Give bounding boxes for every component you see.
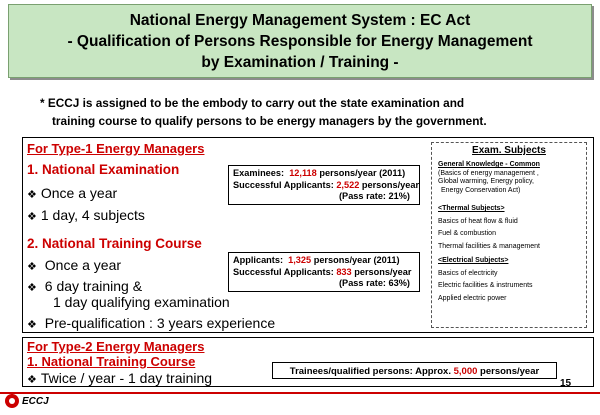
course-bullet-2-cont: 1 day qualifying examination <box>53 294 230 310</box>
diamond-bullet-icon: ❖ <box>27 211 37 223</box>
logo-text: ECCJ <box>22 396 49 407</box>
diamond-bullet-icon: ❖ <box>27 319 37 331</box>
trainees-box: Trainees/qualified persons: Approx. 5,000 persons/year <box>272 362 557 379</box>
general-detail-3: Energy Conservation Act) <box>441 186 521 194</box>
footer-rule <box>0 392 600 394</box>
type2-course-title: 1. National Training Course <box>27 354 196 369</box>
course-bullet-1: ❖ Once a year <box>27 257 122 273</box>
slide-title-box <box>8 4 592 78</box>
page-number: 15 <box>560 378 572 389</box>
electrical-heading: <Electrical Subjects> <box>438 257 509 264</box>
type1-heading: For Type-1 Energy Managers <box>27 141 205 156</box>
title-line-2: - Qualification of Persons Responsible for Energy Management <box>67 32 533 50</box>
general-knowledge-heading: General Knowledge - Common <box>438 161 540 168</box>
note-line-1: * ECCJ is assigned to be the embody to carry out the state examination and <box>40 96 465 110</box>
exam-bullet-1: ❖ Once a year <box>27 185 118 201</box>
diamond-bullet-icon: ❖ <box>27 189 37 201</box>
exam-bullet-2: ❖ 1 day, 4 subjects <box>27 207 145 223</box>
diamond-bullet-icon: ❖ <box>27 282 37 294</box>
type2-heading: For Type-2 Energy Managers <box>27 339 205 354</box>
electrical-item-3: Applied electric power <box>438 294 507 302</box>
title-line-3: by Examination / Training - <box>201 53 399 71</box>
eccj-logo-icon <box>4 391 20 414</box>
note-line-2: training course to qualify persons to be energy managers by the government. <box>52 114 487 128</box>
electrical-item-2: Electric facilities & instruments <box>438 282 533 289</box>
course-bullet-3: ❖ Pre-qualification : 3 years experience <box>27 315 276 331</box>
course-stats-box: Applicants: 1,325 persons/year (2011) Successful Applicants: 833 persons/year (Pass rate: 63%) <box>228 252 420 292</box>
electrical-item-1: Basics of electricity <box>438 269 498 277</box>
general-detail-1: (Basics of energy management , <box>438 169 539 177</box>
course-bullet-2: ❖ 6 day training & <box>27 278 143 294</box>
diamond-bullet-icon: ❖ <box>27 374 37 386</box>
exam-stats-box: Examinees: 12,118 persons/year (2011) Successful Applicants: 2,522 persons/year (Pass rate: 21%) <box>228 165 420 205</box>
thermal-item-2: Fuel & combustion <box>438 230 496 237</box>
thermal-item-3: Thermal facilities & management <box>438 242 540 250</box>
exam-subjects-title: Exam. Subjects <box>472 145 546 156</box>
thermal-item-1: Basics of heat flow & fluid <box>438 217 518 225</box>
general-detail-2: Global warming, Energy policy, <box>438 178 534 185</box>
thermal-heading: <Thermal Subjects> <box>438 205 505 212</box>
type2-bullet: ❖ Twice / year - 1 day training <box>27 370 213 386</box>
national-training-title: 2. National Training Course <box>27 236 202 251</box>
exam-subjects-panel <box>431 142 587 328</box>
diamond-bullet-icon: ❖ <box>27 261 37 273</box>
title-line-1: National Energy Management System : EC Act <box>129 11 471 29</box>
national-exam-title: 1. National Examination <box>27 162 180 177</box>
